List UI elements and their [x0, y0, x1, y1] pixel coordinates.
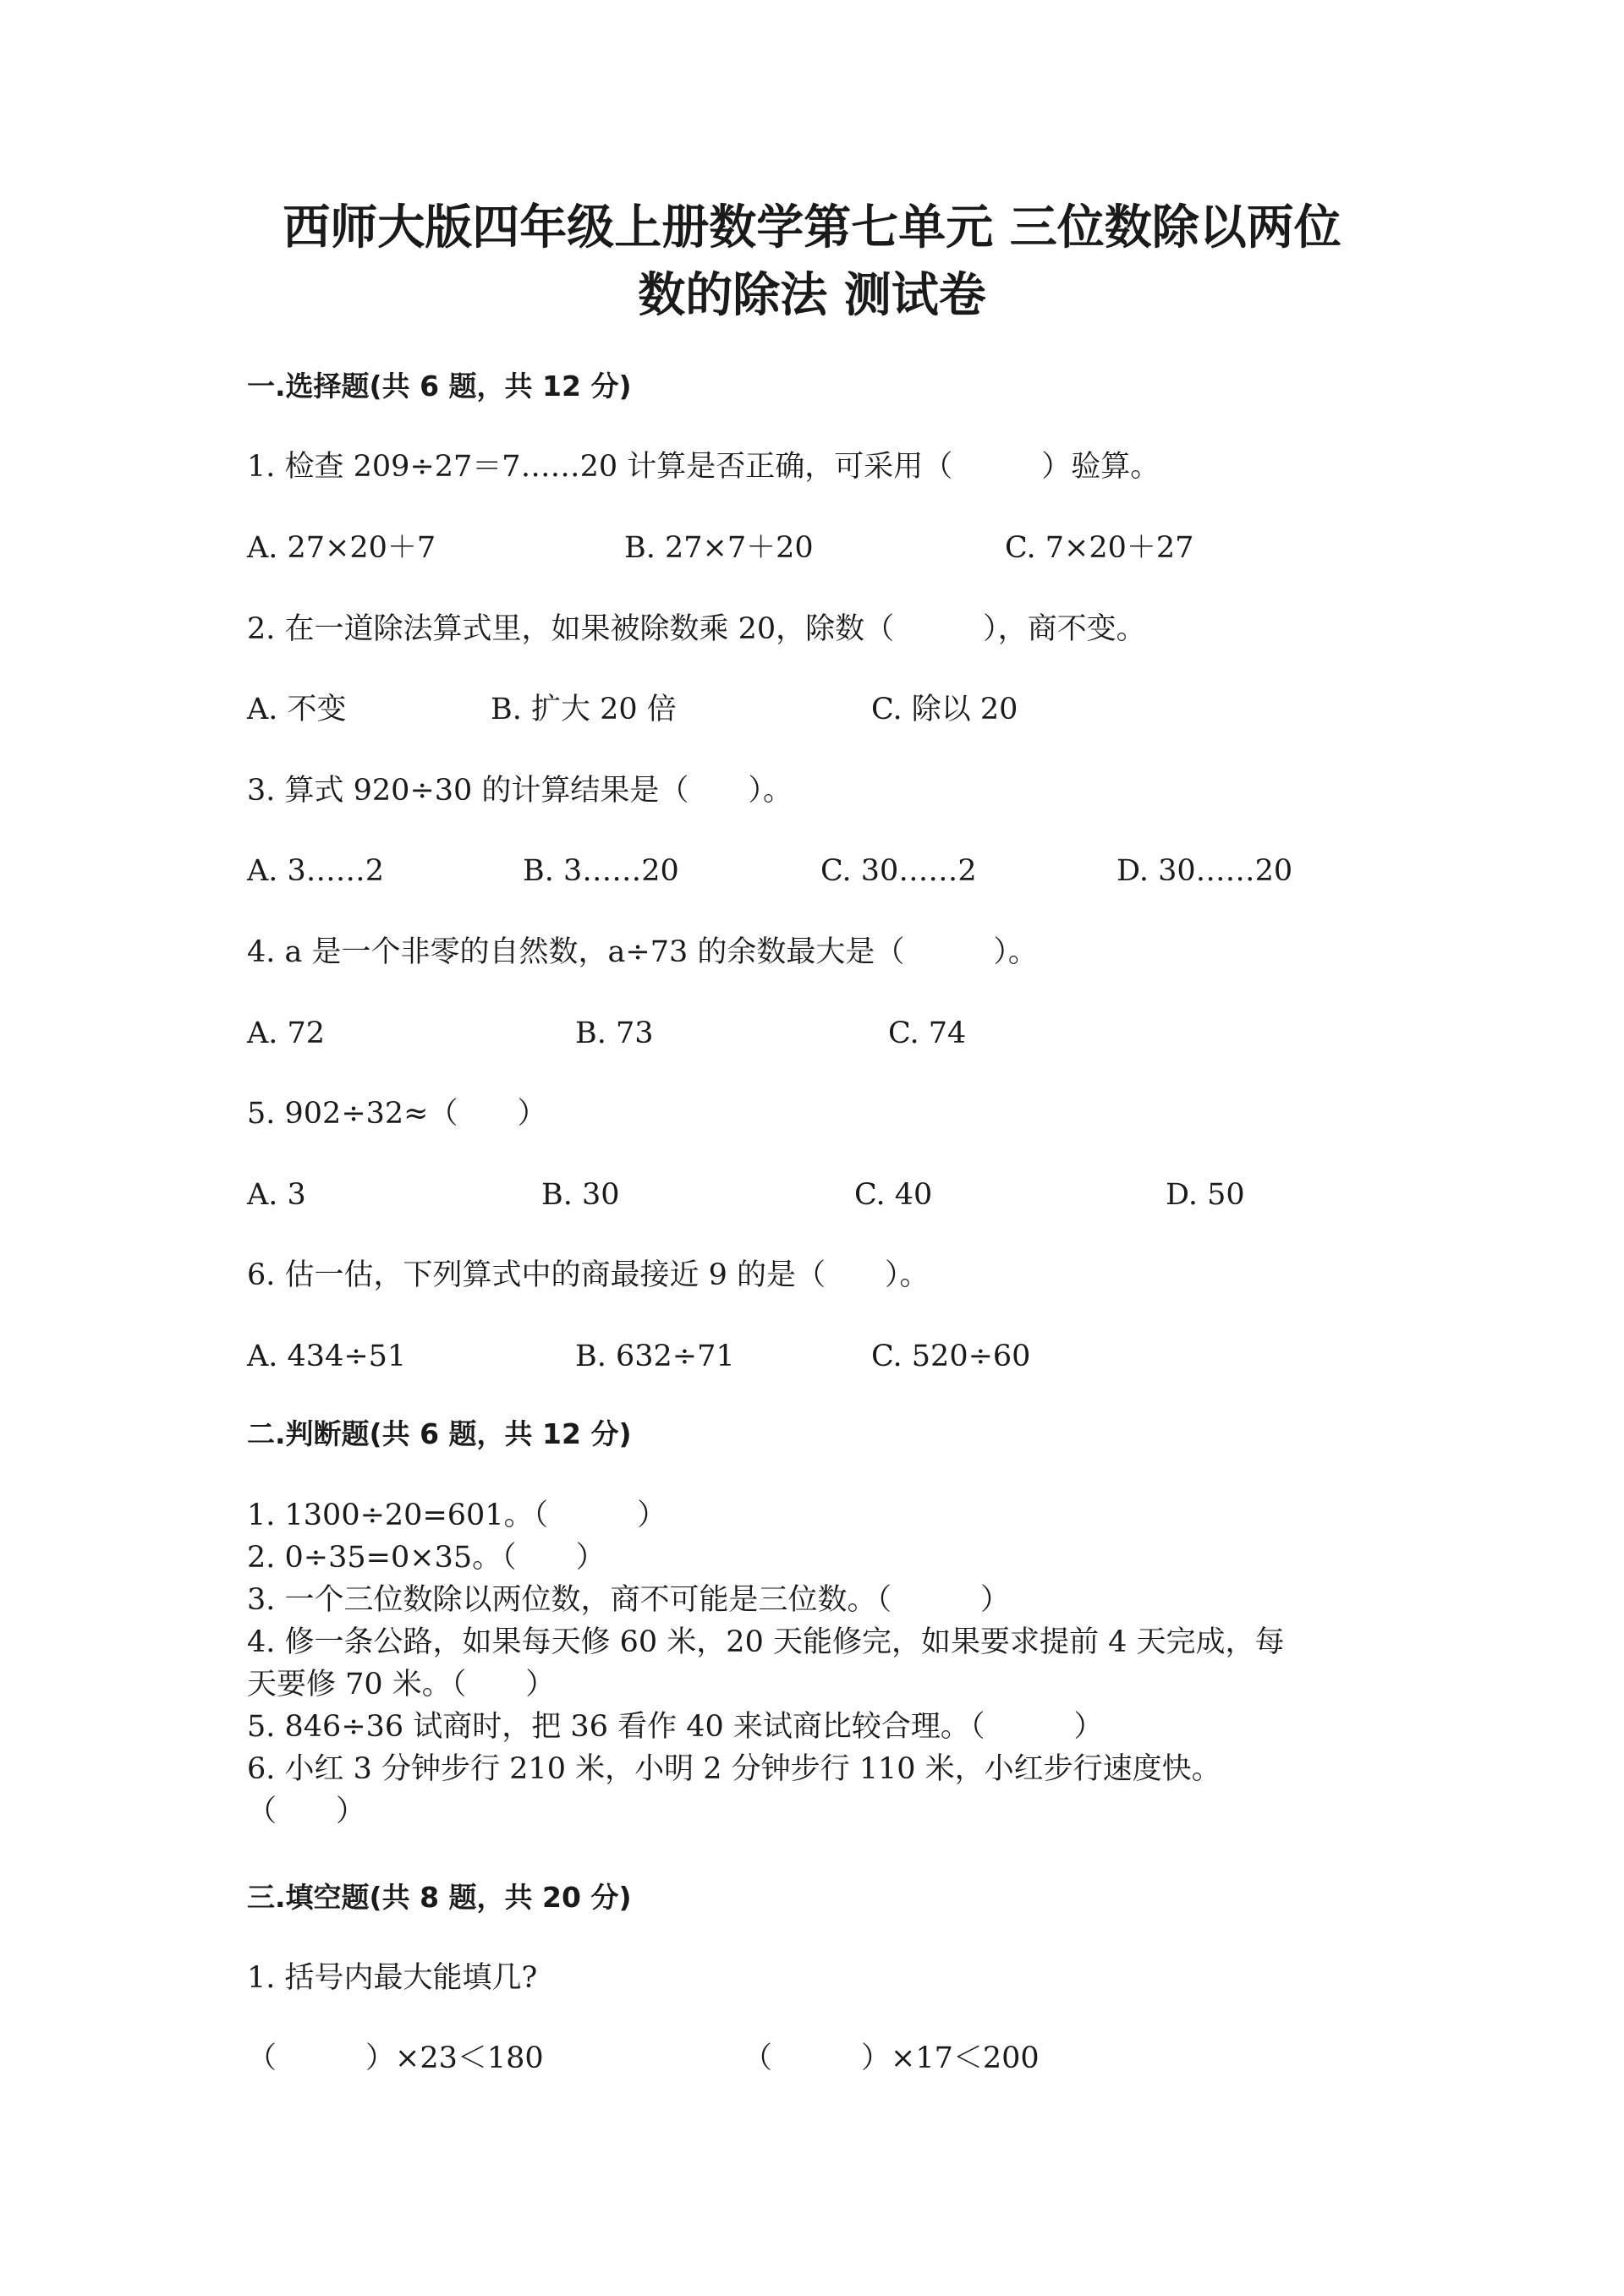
judge-line-4-cont: 天要修 70 米。（ ） [247, 1668, 556, 1701]
choice-q5-option-a: A. 3 [247, 1178, 306, 1212]
exam-title-line-1: 西师大版四年级上册数学第七单元 三位数除以两位 [283, 200, 1341, 255]
choice-question-1: 1. 检查 209÷27＝7……20 计算是否正确，可采用（ ）验算。 [247, 450, 1160, 484]
choice-question-4: 4. a 是一个非零的自然数，a÷73 的余数最大是（ ）。 [247, 935, 1038, 969]
choice-q3-option-d: D. 30……20 [1116, 854, 1293, 888]
choice-question-3: 3. 算式 920÷30 的计算结果是（ ）。 [247, 774, 793, 808]
fill-q1-item-2: （ ）×17＜200 [743, 2041, 1040, 2075]
fill-question-1: 1. 括号内最大能填几? [247, 1961, 538, 1995]
judge-line-6-cont: （ ） [247, 1795, 366, 1828]
exam-title-line-2: 数的除法 测试卷 [638, 268, 986, 323]
judge-line-3: 3. 一个三位数除以两位数，商不可能是三位数。（ ） [247, 1583, 1011, 1617]
choice-question-2: 2. 在一道除法算式里，如果被除数乘 20，除数（ ），商不变。 [247, 612, 1146, 646]
choice-q1-option-b: B. 27×7＋20 [624, 531, 814, 565]
choice-q3-option-b: B. 3……20 [523, 854, 679, 888]
fill-q1-item-1: （ ）×23＜180 [247, 2041, 544, 2075]
judge-line-4: 4. 修一条公路，如果每天修 60 米，20 天能修完，如果要求提前 4 天完成，每 [247, 1625, 1285, 1659]
choice-q3-option-a: A. 3……2 [247, 854, 385, 888]
choice-q5-option-b: B. 30 [541, 1178, 620, 1212]
judge-line-5: 5. 846÷36 试商时，把 36 看作 40 来试商比较合理。（ ） [247, 1710, 1104, 1744]
choice-question-5: 5. 902÷32≈（ ） [247, 1097, 547, 1131]
choice-q1-option-a: A. 27×20＋7 [247, 531, 436, 565]
section-heading-judge: 二.判断题(共 6 题，共 12 分) [247, 1417, 632, 1450]
judge-line-6: 6. 小红 3 分钟步行 210 米，小明 2 分钟步行 110 米，小红步行速度快。 [247, 1752, 1221, 1786]
judge-line-1: 1. 1300÷20=601。（ ） [247, 1499, 667, 1532]
judge-line-2: 2. 0÷35=0×35。（ ） [247, 1541, 606, 1575]
choice-q2-option-a: A. 不变 [247, 693, 347, 726]
choice-q2-option-b: B. 扩大 20 倍 [491, 693, 677, 726]
choice-q4-option-c: C. 74 [888, 1016, 967, 1050]
section-heading-choice: 一.选择题(共 6 题，共 12 分) [247, 370, 632, 403]
choice-q3-option-c: C. 30……2 [820, 854, 977, 888]
choice-q1-option-c: C. 7×20＋27 [1005, 531, 1194, 565]
choice-question-6: 6. 估一估，下列算式中的商最接近 9 的是（ ）。 [247, 1258, 930, 1292]
choice-q5-option-d: D. 50 [1166, 1178, 1245, 1212]
choice-q6-option-b: B. 632÷71 [575, 1340, 735, 1373]
choice-q4-option-b: B. 73 [575, 1016, 654, 1050]
section-heading-fill: 三.填空题(共 8 题，共 20 分) [247, 1881, 632, 1914]
choice-q6-option-c: C. 520÷60 [871, 1340, 1031, 1373]
choice-q4-option-a: A. 72 [247, 1016, 326, 1050]
choice-q2-option-c: C. 除以 20 [871, 693, 1018, 726]
choice-q5-option-c: C. 40 [854, 1178, 933, 1212]
choice-q6-option-a: A. 434÷51 [247, 1340, 407, 1373]
